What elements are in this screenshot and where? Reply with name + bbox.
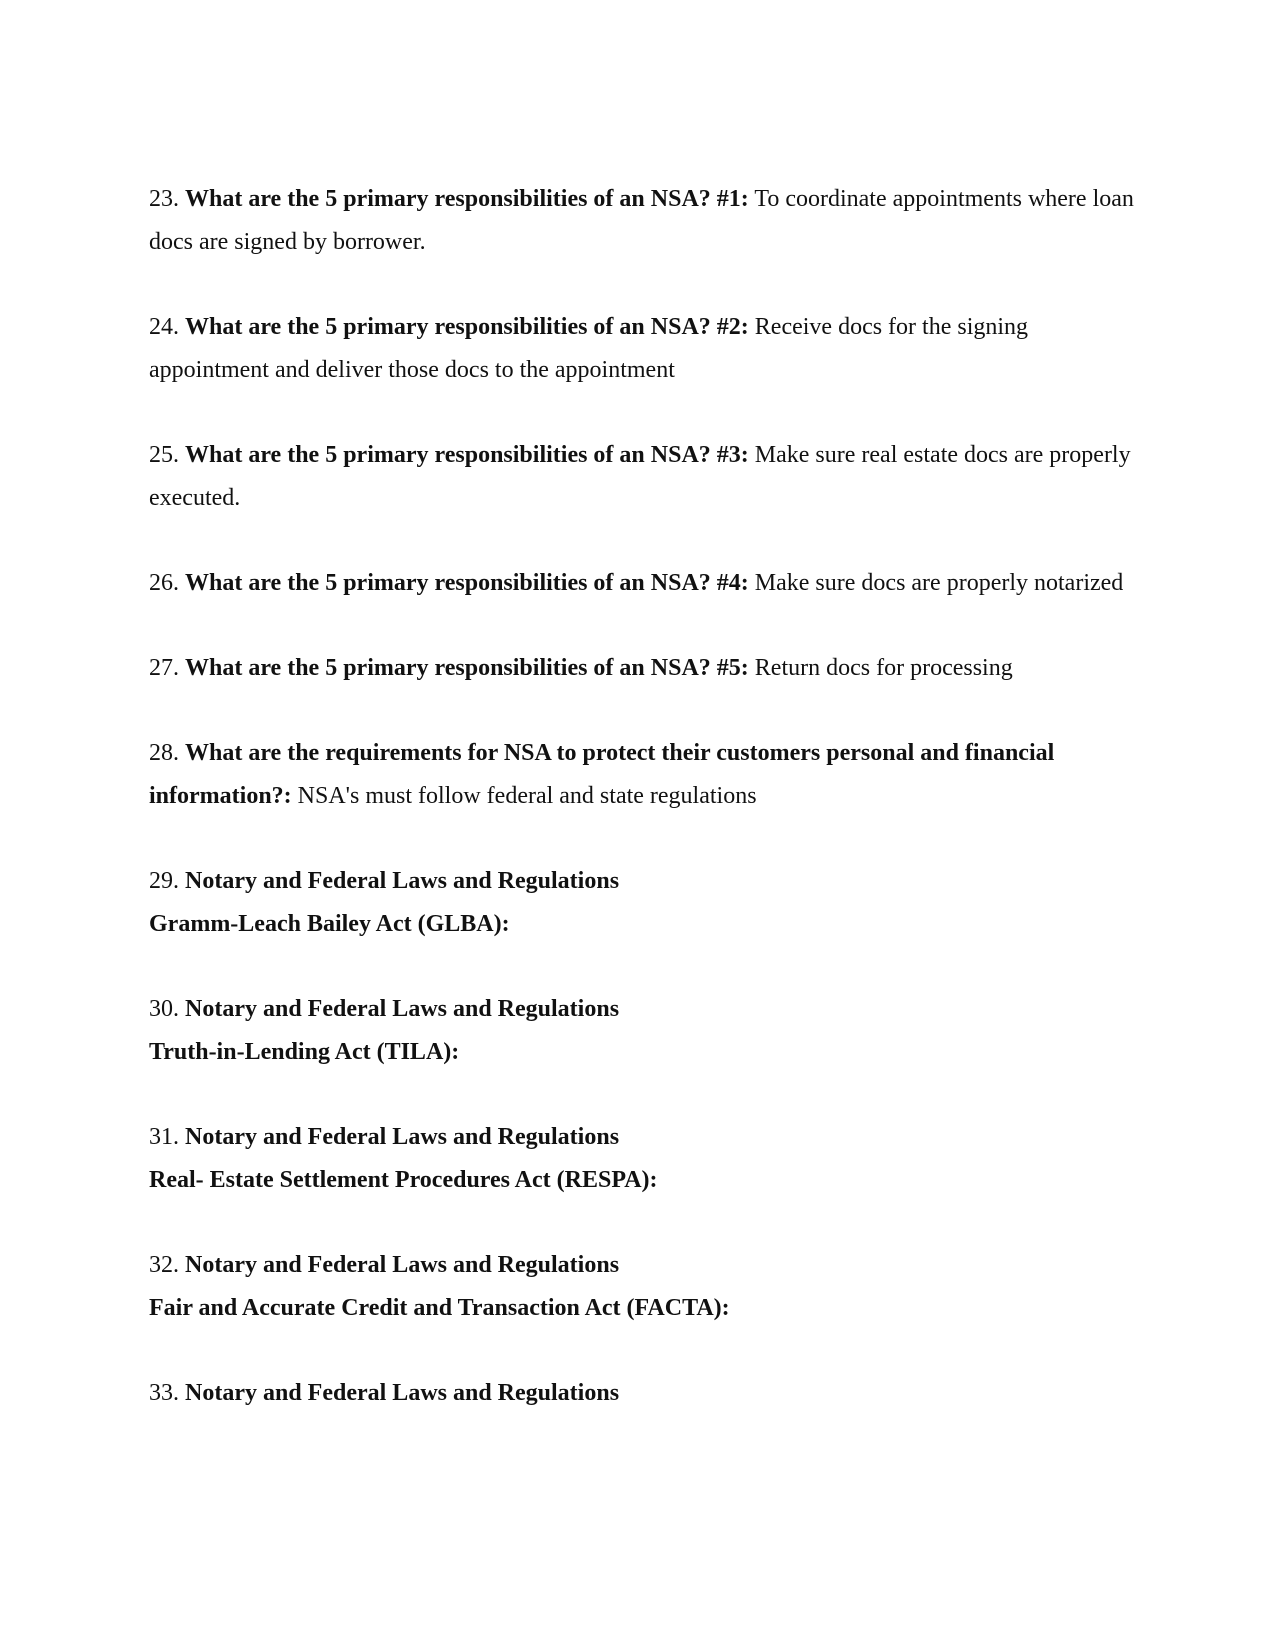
question-text: Notary and Federal Laws and Regulations [185,868,620,894]
item-number: 29. [149,868,179,894]
item-number: 24. [149,314,179,340]
item-number: 30. [149,996,179,1022]
question-text: Notary and Federal Laws and Regulations [185,1252,620,1278]
question-item [149,434,1139,520]
law-name: Real- Estate Settlement Procedures Act (RESPA): [149,1167,658,1193]
question-item [149,732,1139,818]
answer-text: Make sure real estate docs are properly executed. [149,442,1131,511]
question-item [149,562,1139,605]
question-text: What are the 5 primary responsibilities of an NSA? #2: [185,314,749,340]
answer-text: Return docs for processing [754,655,1013,681]
question-item [149,988,1139,1074]
item-number: 33. [149,1380,179,1406]
question-text: What are the 5 primary responsibilities of an NSA? #5: [185,655,749,681]
question-item [149,1116,1139,1202]
question-text: What are the 5 primary responsibilities of an NSA? #4: [185,570,749,596]
item-number: 27. [149,655,179,681]
question-text: What are the 5 primary responsibilities of an NSA? #1: [185,186,749,212]
law-name: Truth-in-Lending Act (TILA): [149,1039,460,1065]
question-item [149,1244,1139,1330]
question-item [149,860,1139,946]
item-number: 28. [149,740,179,766]
item-number: 26. [149,570,179,596]
question-text: What are the 5 primary responsibilities of an NSA? #3: [185,442,749,468]
law-name: Gramm-Leach Bailey Act (GLBA): [149,911,510,937]
item-number: 23. [149,186,179,212]
question-text: Notary and Federal Laws and Regulations [185,996,620,1022]
question-item [149,1372,1139,1415]
question-item [149,647,1139,690]
question-text: Notary and Federal Laws and Regulations [185,1380,620,1406]
law-name: Fair and Accurate Credit and Transaction Act (FACTA): [149,1295,730,1321]
question-item [149,178,1139,264]
item-number: 32. [149,1252,179,1278]
answer-text: To coordinate appointments where loan docs are signed by borrower. [149,186,1134,255]
answer-text: Make sure docs are properly notarized [754,570,1124,596]
answer-text: Receive docs for the signing appointment and deliver those docs to the appointment [149,314,1029,383]
item-number: 31. [149,1124,179,1150]
question-text: What are the requirements for NSA to protect their customers personal and financial information?: [149,740,1055,809]
answer-text: NSA's must follow federal and state regulations [297,783,757,809]
document-body [149,178,1139,1457]
item-number: 25. [149,442,179,468]
question-text: Notary and Federal Laws and Regulations [185,1124,620,1150]
question-item [149,306,1139,392]
